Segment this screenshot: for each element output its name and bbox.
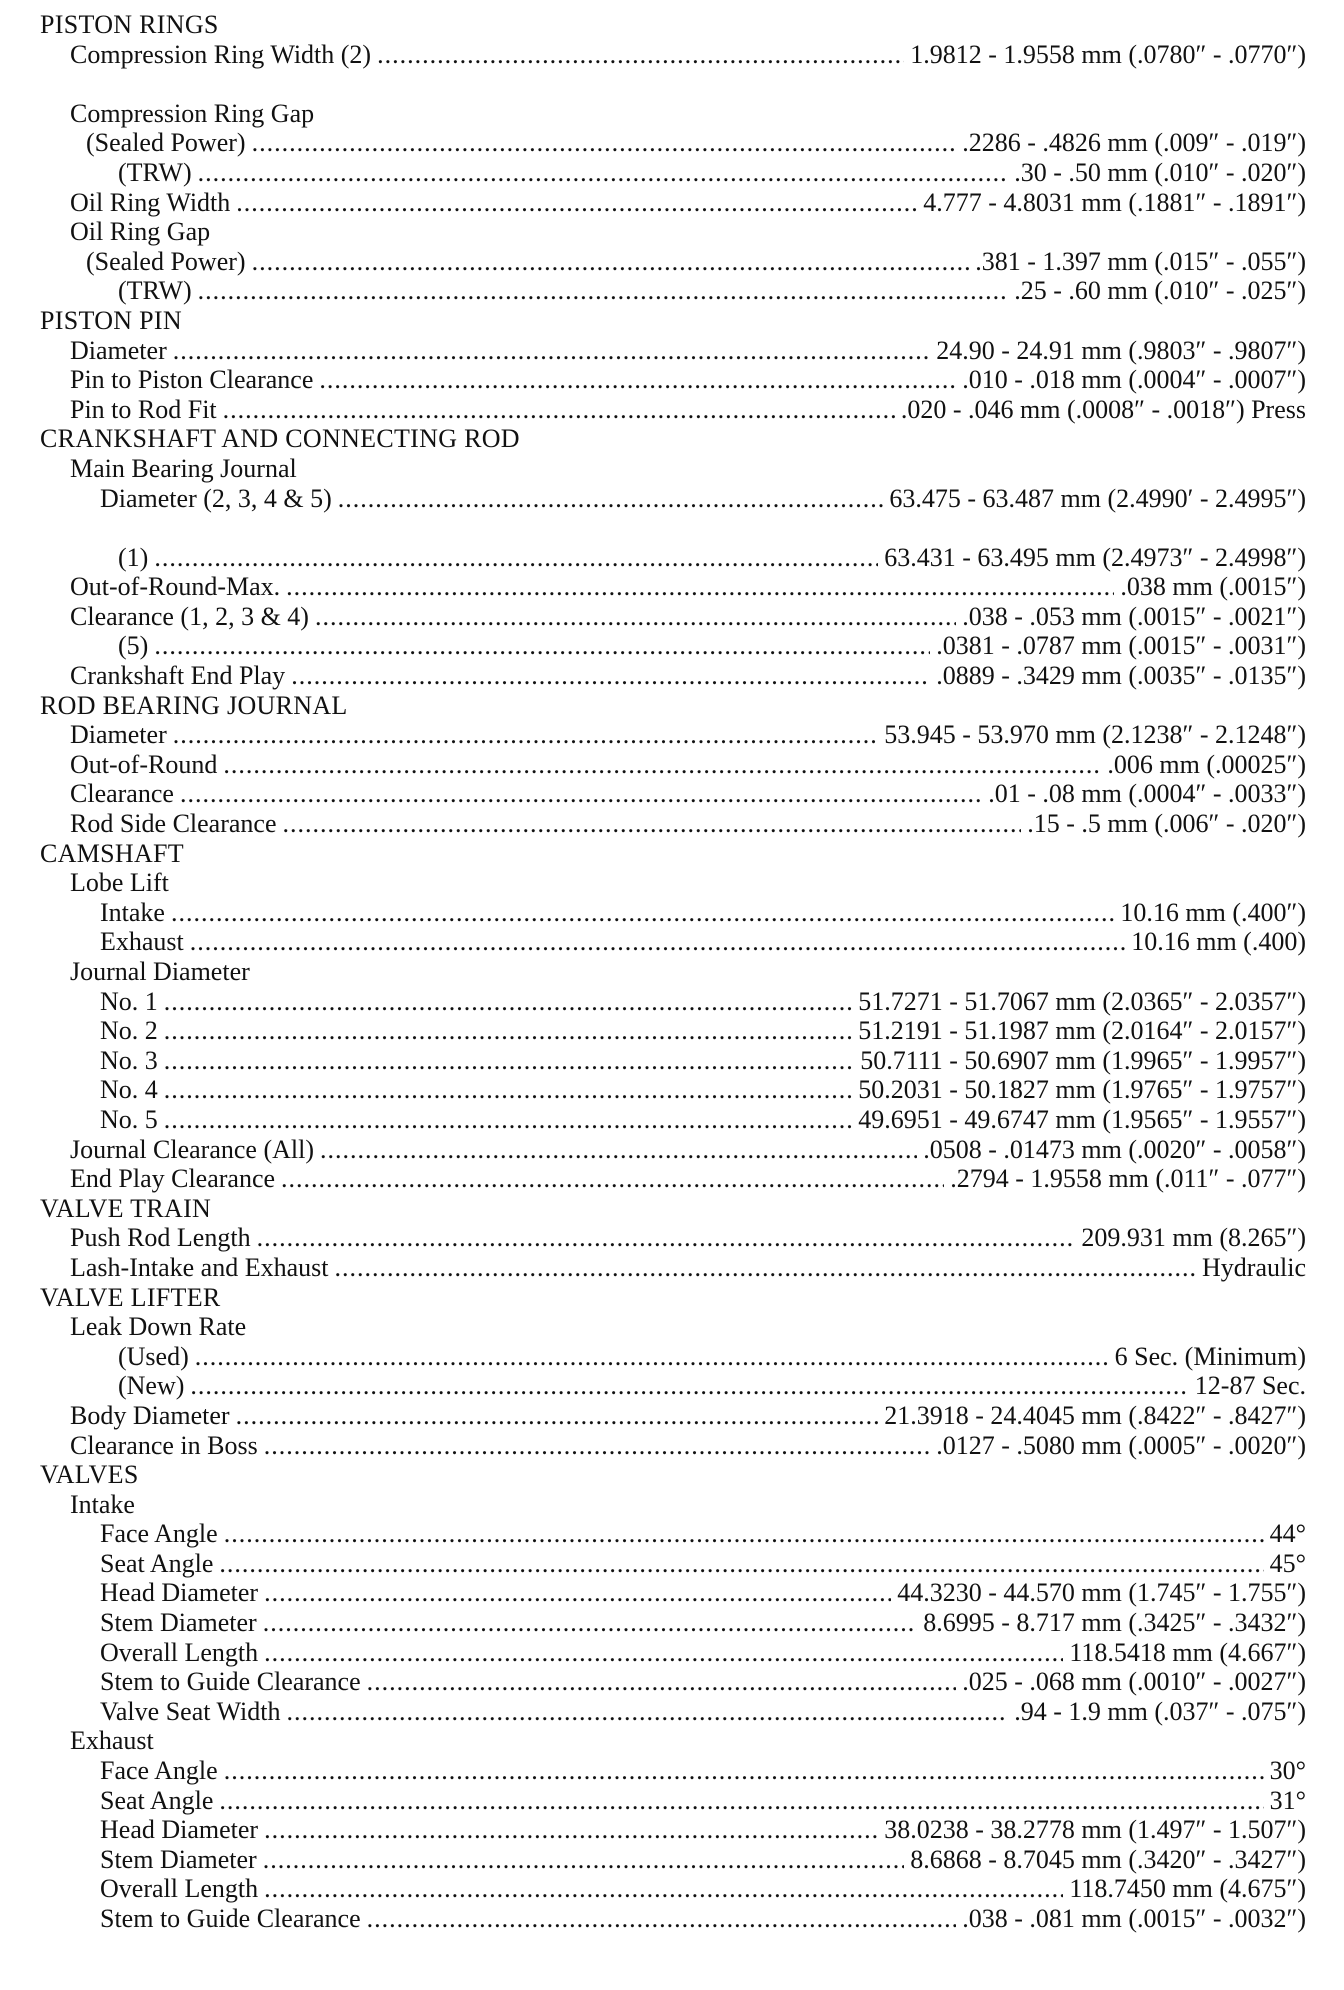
spec-value: .025 - .068 mm (.0010″ - .0027″) [962, 1667, 1306, 1697]
leader-dots [286, 1697, 1008, 1727]
leader-dots [320, 1135, 917, 1165]
leader-dots [195, 1342, 1109, 1372]
spec-value: 10.16 mm (.400) [1131, 927, 1306, 957]
spec-label: Clearance [70, 779, 174, 809]
leader-dots [264, 1431, 931, 1461]
spec-document [40, 10, 1306, 1934]
leader-dots [223, 395, 895, 425]
subheading-oil-ring-gap: Oil Ring Gap [70, 217, 211, 247]
leader-dots [338, 484, 884, 514]
spec-row-clearance-1234 [40, 602, 1306, 632]
leader-dots [164, 1046, 854, 1076]
spec-value: 209.931 mm (8.265″) [1081, 1223, 1306, 1253]
spec-label: No. 4 [100, 1075, 158, 1105]
spec-label: Stem to Guide Clearance [100, 1904, 361, 1933]
spec-row-lobe-intake [40, 898, 1306, 928]
spec-label: Diameter [70, 720, 167, 750]
spec-label: (5) [118, 631, 149, 661]
spec-row-journal-no4 [40, 1075, 1306, 1105]
leader-dots [315, 602, 956, 632]
spec-row-rod-diameter [40, 720, 1306, 750]
leader-dots [319, 365, 956, 395]
leader-dots [264, 1638, 1063, 1668]
section-heading-valve-train: VALVE TRAIN [40, 1193, 212, 1223]
spec-label: Out-of-Round-Max. [70, 572, 281, 602]
spec-row-rod-clearance [40, 779, 1306, 809]
spec-label: Overall Length [100, 1637, 259, 1667]
leader-dots [164, 987, 852, 1017]
spec-value: 8.6995 - 8.717 mm (.3425″ - .3432″) [923, 1608, 1306, 1638]
leader-dots [334, 1253, 1196, 1283]
leader-dots [291, 661, 930, 691]
spec-value: 21.3918 - 24.4045 mm (.8422″ - .8427″) [884, 1400, 1306, 1430]
spec-label: No. 1 [100, 986, 158, 1016]
spec-value: .0889 - .3429 mm (.0035″ - .0135″) [936, 661, 1306, 691]
spec-row-intake-head-diameter [40, 1578, 1306, 1608]
spec-value: .0127 - .5080 mm (.0005″ - .0020″) [936, 1430, 1306, 1460]
spec-row-intake-stem-diameter [40, 1608, 1306, 1638]
spec-value: 44.3230 - 44.570 mm (1.745″ - 1.755″) [897, 1578, 1306, 1608]
spec-label: Head Diameter [100, 1815, 259, 1845]
leader-dots [286, 572, 1114, 602]
section-heading-camshaft: CAMSHAFT [40, 838, 184, 868]
spec-row-intake-overall-length [40, 1638, 1306, 1668]
spec-row-crg-trw [40, 158, 1306, 188]
spec-label: Crankshaft End Play [70, 661, 286, 691]
spec-row-intake-stem-guide [40, 1667, 1306, 1697]
spec-label: Pin to Piston Clearance [70, 365, 314, 395]
spec-value: 118.7450 mm (4.675″) [1069, 1874, 1306, 1904]
spec-label: (Sealed Power) [86, 246, 246, 276]
spec-row-exhaust-face-angle [40, 1756, 1306, 1786]
spec-label: Push Rod Length [70, 1223, 251, 1253]
leader-dots [257, 1223, 1076, 1253]
spacer [40, 513, 1306, 543]
spec-label: Lash-Intake and Exhaust [70, 1252, 329, 1282]
spec-label: (1) [118, 542, 149, 572]
spec-value: 10.16 mm (.400″) [1120, 897, 1306, 927]
spacer [40, 69, 1306, 99]
spec-value: 6 Sec. (Minimum) [1114, 1341, 1306, 1371]
leader-dots [264, 1578, 891, 1608]
section-heading-piston-rings: PISTON RINGS [40, 10, 219, 39]
spec-label: (New) [118, 1371, 185, 1401]
spec-row-clearance-in-boss [40, 1431, 1306, 1461]
spec-row-compression-ring-width [40, 40, 1306, 70]
spec-value: .006 mm (.00025″) [1107, 749, 1306, 779]
spec-value: .94 - 1.9 mm (.037″ - .075″) [1014, 1696, 1306, 1726]
spec-value: 12-87 Sec. [1194, 1371, 1306, 1401]
spec-value: .30 - .50 mm (.010″ - .020″) [1014, 157, 1306, 187]
leader-dots [281, 1164, 944, 1194]
leader-dots [263, 1845, 905, 1875]
spec-value: 50.2031 - 50.1827 mm (1.9765″ - 1.9757″) [858, 1075, 1306, 1105]
spec-label: Face Angle [100, 1519, 218, 1549]
spec-value: 63.431 - 63.495 mm (2.4973″ - 2.4998″) [884, 542, 1306, 572]
leader-dots [224, 1756, 1264, 1786]
spec-row-exhaust-seat-angle [40, 1786, 1306, 1816]
spec-value: 63.475 - 63.487 mm (2.4990′ - 2.4995″) [889, 483, 1306, 513]
spec-label: Head Diameter [100, 1578, 259, 1608]
leader-dots [252, 247, 970, 277]
spec-label: Valve Seat Width [100, 1696, 281, 1726]
spec-value: 51.2191 - 51.1987 mm (2.0164″ - 2.0157″) [858, 1016, 1306, 1046]
subheading-leak-down-rate: Leak Down Rate [70, 1312, 247, 1342]
spec-row-cam-end-play [40, 1164, 1306, 1194]
section-heading-valves: VALVES [40, 1460, 139, 1490]
subheading-exhaust: Exhaust [70, 1726, 154, 1756]
spec-row-crankshaft-end-play [40, 661, 1306, 691]
spec-label: Overall Length [100, 1874, 259, 1904]
spec-row-pin-diameter [40, 336, 1306, 366]
spec-row-exhaust-head-diameter [40, 1815, 1306, 1845]
spec-row-pin-to-piston [40, 365, 1306, 395]
leader-dots [198, 158, 1009, 188]
spec-value: 38.0238 - 38.2778 mm (1.497″ - 1.507″) [884, 1815, 1306, 1845]
spec-value: .038 mm (.0015″) [1120, 572, 1306, 602]
spec-label: Face Angle [100, 1756, 218, 1786]
spec-row-journal-no1 [40, 987, 1306, 1017]
leader-dots [224, 1519, 1264, 1549]
spec-row-rod-out-of-round [40, 750, 1306, 780]
spec-value: .010 - .018 mm (.0004″ - .0007″) [962, 365, 1306, 395]
spec-row-journal-no5 [40, 1105, 1306, 1135]
spec-row-main-diameter-2345 [40, 484, 1306, 514]
leader-dots [190, 927, 1125, 957]
section-heading-piston-pin: PISTON PIN [40, 305, 182, 335]
leader-dots [180, 779, 982, 809]
leader-dots [367, 1667, 957, 1697]
section-heading-crankshaft: CRANKSHAFT AND CONNECTING ROD [40, 424, 520, 454]
spec-label: Clearance in Boss [70, 1430, 258, 1460]
spec-value: 24.90 - 24.91 mm (.9803″ - .9807″) [936, 335, 1306, 365]
spec-value: .15 - .5 mm (.006″ - .020″) [1027, 809, 1306, 839]
spec-value: 53.945 - 53.970 mm (2.1238″ - 2.1248″) [884, 720, 1306, 750]
spec-label: (Sealed Power) [86, 128, 246, 158]
spec-value: 45° [1269, 1548, 1306, 1578]
spec-row-intake-seat-width [40, 1697, 1306, 1727]
spec-row-org-sealed-power [40, 247, 1306, 277]
spec-row-leak-new [40, 1371, 1306, 1401]
spec-label: Exhaust [100, 927, 184, 957]
leader-dots [164, 1075, 852, 1105]
spec-row-pin-to-rod [40, 395, 1306, 425]
leader-dots [236, 1401, 879, 1431]
subheading-compression-ring-gap: Compression Ring Gap [70, 98, 315, 128]
spec-value: .381 - 1.397 mm (.015″ - .055″) [975, 246, 1306, 276]
spec-label: No. 2 [100, 1016, 158, 1046]
leader-dots [252, 128, 957, 158]
spec-row-leak-used [40, 1342, 1306, 1372]
spec-value: 44° [1269, 1519, 1306, 1549]
spec-label: Seat Angle [100, 1785, 214, 1815]
spec-label: (TRW) [118, 276, 192, 306]
leader-dots [264, 1874, 1063, 1904]
spec-row-clearance-5 [40, 631, 1306, 661]
spec-row-journal-clearance [40, 1135, 1306, 1165]
spec-value: 4.777 - 4.8031 mm (.1881″ - .1891″) [923, 187, 1306, 217]
spec-value: .25 - .60 mm (.010″ - .025″) [1014, 276, 1306, 306]
spec-value: .2794 - 1.9558 mm (.011″ - .077″) [950, 1164, 1306, 1194]
leader-dots [173, 720, 879, 750]
subheading-journal-diameter: Journal Diameter [70, 957, 250, 986]
spec-row-out-of-round-max [40, 572, 1306, 602]
subheading-lobe-lift: Lobe Lift [70, 868, 169, 898]
spec-value: .0381 - .0787 mm (.0015″ - .0031″) [936, 631, 1306, 661]
spec-label: Compression Ring Width (2) [70, 39, 372, 69]
leader-dots [198, 276, 1009, 306]
spec-value: 50.7111 - 50.6907 mm (1.9965″ - 1.9957″) [860, 1045, 1306, 1075]
spec-label: No. 5 [100, 1104, 158, 1134]
spec-row-main-diameter-1 [40, 543, 1306, 573]
leader-dots [283, 809, 1022, 839]
leader-dots [154, 543, 878, 573]
spec-value: .038 - .081 mm (.0015″ - .0032″) [962, 1904, 1306, 1933]
leader-dots [164, 1016, 852, 1046]
leader-dots [367, 1904, 957, 1934]
leader-dots [236, 188, 917, 218]
spec-row-intake-face-angle [40, 1519, 1306, 1549]
spec-row-exhaust-stem-guide [40, 1904, 1306, 1934]
leader-dots [190, 1371, 1188, 1401]
leader-dots [377, 40, 904, 70]
spec-value: 31° [1269, 1785, 1306, 1815]
spec-row-exhaust-stem-diameter [40, 1845, 1306, 1875]
leader-dots [164, 1105, 852, 1135]
leader-dots [219, 1786, 1263, 1816]
spec-row-lash [40, 1253, 1306, 1283]
spec-label: Stem Diameter [100, 1844, 257, 1874]
spec-label: Diameter (2, 3, 4 & 5) [100, 483, 332, 513]
spec-row-rod-side-clearance [40, 809, 1306, 839]
spec-label: End Play Clearance [70, 1164, 276, 1194]
spec-row-oil-ring-width [40, 188, 1306, 218]
subheading-intake: Intake [70, 1489, 135, 1519]
spec-value: 30° [1269, 1756, 1306, 1786]
spec-row-crg-sealed-power [40, 128, 1306, 158]
spec-row-journal-no3 [40, 1046, 1306, 1076]
spec-row-lobe-exhaust [40, 927, 1306, 957]
spec-row-push-rod-length [40, 1223, 1306, 1253]
leader-dots [264, 1815, 878, 1845]
spec-label: Diameter [70, 335, 167, 365]
section-heading-rod-bearing-journal: ROD BEARING JOURNAL [40, 690, 348, 720]
spec-label: Stem to Guide Clearance [100, 1667, 361, 1697]
spec-value: 1.9812 - 1.9558 mm (.0780″ - .0770″) [910, 39, 1306, 69]
spec-label: (TRW) [118, 157, 192, 187]
spec-value: .01 - .08 mm (.0004″ - .0033″) [988, 779, 1306, 809]
spec-label: Rod Side Clearance [70, 809, 277, 839]
leader-dots [173, 336, 931, 366]
spec-label: Clearance (1, 2, 3 & 4) [70, 601, 309, 631]
spec-value: .020 - .046 mm (.0008″ - .0018″) Press [900, 394, 1306, 424]
section-heading-valve-lifter: VALVE LIFTER [40, 1282, 221, 1312]
leader-dots [171, 898, 1114, 928]
spec-label: Pin to Rod Fit [70, 394, 217, 424]
spec-value: .2286 - .4826 mm (.009″ - .019″) [962, 128, 1306, 158]
spec-label: No. 3 [100, 1045, 158, 1075]
spec-label: Journal Clearance (All) [70, 1134, 315, 1164]
spec-value: 118.5418 mm (4.667″) [1069, 1637, 1306, 1667]
spec-label: (Used) [118, 1341, 189, 1371]
leader-dots [154, 631, 930, 661]
spec-label: Oil Ring Width [70, 187, 231, 217]
spec-value: .0508 - .01473 mm (.0020″ - .0058″) [923, 1134, 1306, 1164]
leader-dots [219, 1549, 1263, 1579]
subheading-main-bearing-journal: Main Bearing Journal [70, 453, 297, 483]
spec-label: Seat Angle [100, 1548, 214, 1578]
spec-row-org-trw [40, 276, 1306, 306]
spec-value: .038 - .053 mm (.0015″ - .0021″) [962, 601, 1306, 631]
leader-dots [223, 750, 1101, 780]
spec-value: 51.7271 - 51.7067 mm (2.0365″ - 2.0357″) [858, 986, 1306, 1016]
spec-label: Out-of-Round [70, 749, 218, 779]
spec-value: 49.6951 - 49.6747 mm (1.9565″ - 1.9557″) [858, 1104, 1306, 1134]
spec-value: Hydraulic [1202, 1252, 1306, 1282]
spec-value: 8.6868 - 8.7045 mm (.3420″ - .3427″) [910, 1844, 1306, 1874]
spec-label: Body Diameter [70, 1400, 230, 1430]
spec-row-exhaust-overall-length [40, 1874, 1306, 1904]
leader-dots [263, 1608, 918, 1638]
spec-row-intake-seat-angle [40, 1549, 1306, 1579]
spec-label: Stem Diameter [100, 1608, 257, 1638]
spec-row-journal-no2 [40, 1016, 1306, 1046]
spec-label: Intake [100, 897, 165, 927]
spec-row-body-diameter [40, 1401, 1306, 1431]
